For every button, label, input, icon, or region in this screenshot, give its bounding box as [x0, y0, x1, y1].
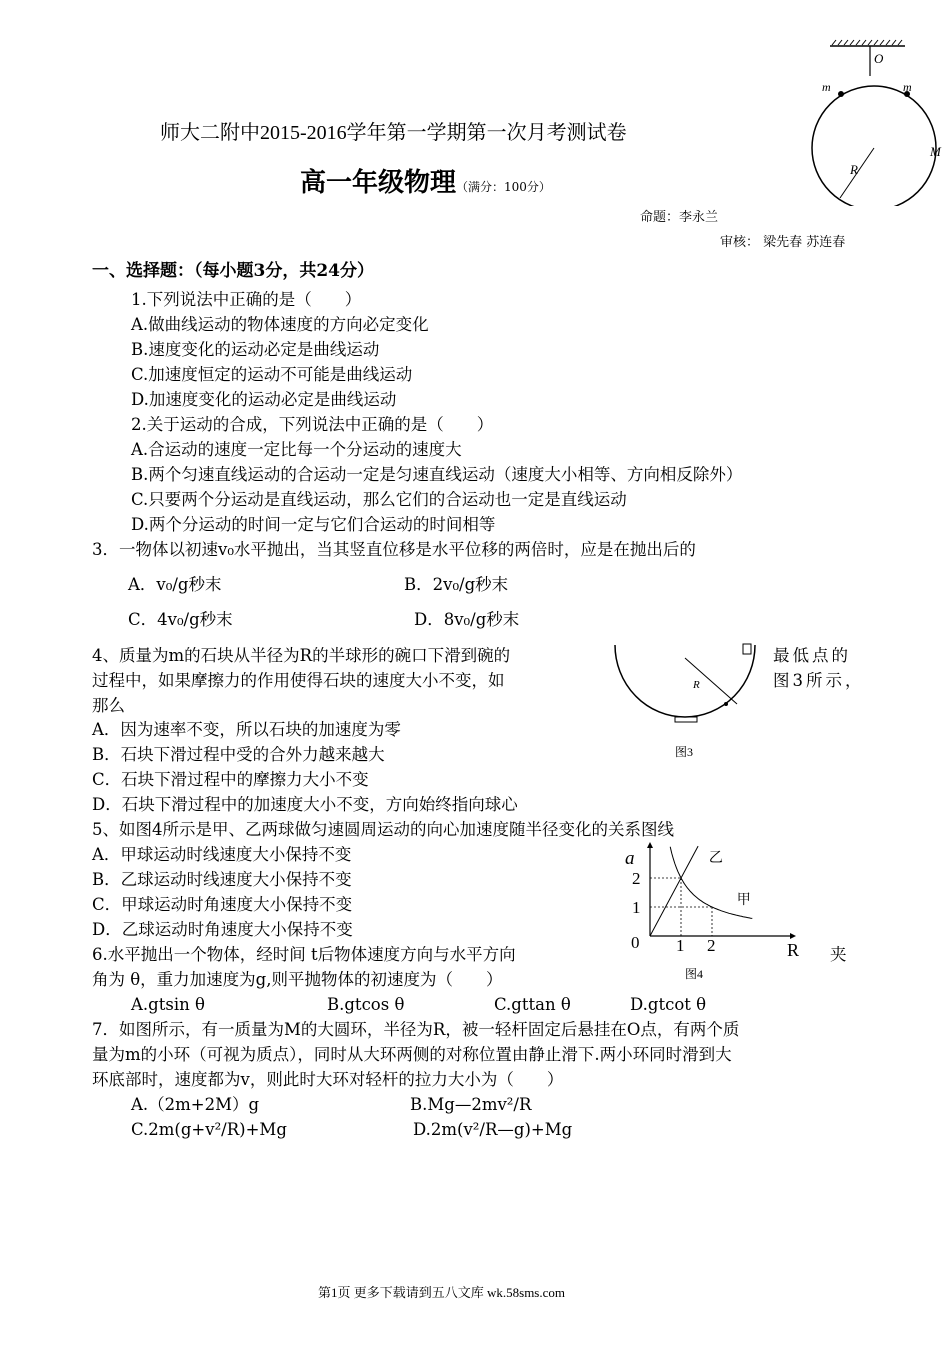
q1-option-a: A.做曲线运动的物体速度的方向必定变化 [131, 315, 429, 334]
q5-option-d: D．乙球运动时角速度大小保持不变 [92, 920, 353, 939]
subtitle-block [300, 162, 551, 199]
label-r: R [850, 162, 858, 177]
q1-option-b: B.速度变化的运动必定是曲线运动 [131, 340, 380, 359]
q2-option-d: D.两个分运动的时间一定与它们合运动的时间相等 [131, 515, 496, 534]
q2-option-b: B.两个匀速直线运动的合运动一定是匀速直线运动（速度大小相等、方向相反除外） [131, 465, 743, 484]
figure-4-chart [615, 840, 810, 988]
label-m-left: m [822, 80, 831, 94]
x-tick-label-1: 1 [676, 936, 685, 955]
q2-stem: 2.关于运动的合成，下列说法中正确的是（ ） [131, 415, 494, 434]
q3-option-b: B．2v₀/g秒末 [404, 575, 509, 594]
y-axis-label: a [625, 848, 635, 869]
q4-stem-line3: 那么 [92, 696, 125, 715]
q6-stem-line1: 6.水平抛出一个物体，经时间 t后物体速度方向与水平方向 [92, 945, 516, 964]
q6-option-a: A.gtsin θ [131, 995, 205, 1014]
small-ring-left [838, 91, 844, 97]
bowl-arc [615, 645, 755, 717]
author: 命题：李永兰 [640, 210, 719, 225]
q6-option-c: C.gttan θ [494, 995, 571, 1014]
q5-option-a: A．甲球运动时线速度大小保持不变 [92, 845, 352, 864]
score-note: （满分：100分） [456, 180, 551, 194]
q5-stem: 5、如图4所示是甲、乙两球做匀速圆周运动的向心加速度随半径变化的关系图线 [92, 820, 674, 839]
q1-stem: 1.下列说法中正确的是（ ） [131, 290, 362, 309]
label-big-m: M [930, 144, 941, 159]
q3-stem: 3．一物体以初速v₀水平抛出，当其竖直位移是水平位移的两倍时，应是在抛出后的 [92, 540, 696, 559]
q4-option-a: A．因为速率不变，所以石块的加速度为零 [92, 720, 401, 739]
q2-option-c: C.只要两个分运动是直线运动，那么它们的合运动也一定是直线运动 [131, 490, 627, 509]
x-tick-label-2: 2 [707, 936, 716, 955]
q2-option-a: A.合运动的速度一定比每一个分运动的速度大 [131, 440, 462, 459]
q5-option-c: C．甲球运动时角速度大小保持不变 [92, 895, 353, 914]
q7-option-b: B.Mg—2mv²/R [410, 1095, 532, 1114]
q4-stem-line2-right: 图3所示， [773, 671, 865, 690]
q7-option-d: D.2m(v²/R—g)+Mg [413, 1120, 573, 1139]
figure-3 [605, 640, 765, 762]
q4-option-c: C．石块下滑过程中的摩擦力大小不变 [92, 770, 369, 789]
bowl-stand [675, 717, 697, 722]
q3-option-d: D．8v₀/g秒末 [414, 610, 520, 629]
x-axis-arrow [790, 933, 796, 939]
q1-option-c: C.加速度恒定的运动不可能是曲线运动 [131, 365, 413, 384]
y-axis-arrow [647, 842, 653, 848]
q7-option-c: C.2m(g+v²/R)+Mg [131, 1120, 287, 1139]
q6-option-b: B.gtcos θ [327, 995, 405, 1014]
stone-block [743, 644, 751, 654]
origin-label: 0 [631, 933, 640, 952]
q6-stem-line1-right: 夹 [830, 945, 847, 964]
q3-option-c: C．4v₀/g秒末 [128, 610, 233, 629]
q4-stem-line2: 过程中，如果摩擦力的作用使得石块的速度大小不变，如 [92, 671, 505, 690]
q6-stem-line2: 角为 θ，重力加速度为g,则平抛物体的初速度为（ ） [92, 970, 503, 989]
section-heading: 一、选择题：（每小题3分，共24分） [92, 261, 374, 281]
q4-option-b: B．石块下滑过程中受的合外力越来越大 [92, 745, 385, 764]
big-ring [812, 86, 936, 206]
label-r: R [693, 679, 700, 691]
ring-figure [800, 36, 950, 206]
series-label-1: 乙 [708, 851, 723, 867]
reviewers: 审核： 梁先春 苏连春 [720, 235, 846, 250]
subject-title: 高一年级物理 [300, 168, 457, 198]
x-axis-label: R [787, 940, 800, 960]
exam-title: 师大二附中2015-2016学年第一学期第一次月考测试卷 [160, 122, 627, 144]
series-label-2: 甲 [736, 893, 751, 909]
label-m-right: m [903, 80, 912, 94]
q6-option-d: D.gtcot θ [630, 995, 707, 1014]
label-o: O [874, 51, 884, 66]
q7-stem-line3: 环底部时，速度都为v，则此时大环对轻杆的拉力大小为（ ） [92, 1070, 564, 1089]
q7-stem-line2: 量为m的小环（可视为质点），同时从大环两侧的对称位置由静止滑下.两小环同时滑到大 [92, 1045, 732, 1064]
q7-option-a: A.（2m+2M）g [131, 1095, 260, 1114]
y-tick-label-2: 2 [632, 869, 641, 888]
q7-stem-line1: 7．如图所示，有一质量为M的大圆环，半径为R，被一轻杆固定后悬挂在O点，有两个质 [92, 1020, 740, 1039]
q5-option-b: B．乙球运动时线速度大小保持不变 [92, 870, 352, 889]
q4-stem-line1-right: 最低点的 [773, 646, 851, 665]
q3-option-a: A．v₀/g秒末 [128, 575, 222, 594]
q4-stem-line1: 4、质量为m的石块从半径为R的半球形的碗口下滑到碗的 [92, 646, 511, 665]
stone-dot [724, 702, 728, 706]
q1-option-d: D.加速度变化的运动必定是曲线运动 [131, 390, 397, 409]
ceiling-hatch [832, 40, 902, 45]
y-tick-label-1: 1 [632, 898, 641, 917]
page-footer: 第1页 更多下载请到五八文库 wk.58sms.com [318, 1285, 566, 1300]
figure-3-caption: 图3 [675, 745, 694, 759]
q4-option-d: D．石块下滑过程中的加速度大小不变，方向始终指向球心 [92, 795, 518, 814]
figure-4-caption: 图4 [685, 967, 704, 981]
